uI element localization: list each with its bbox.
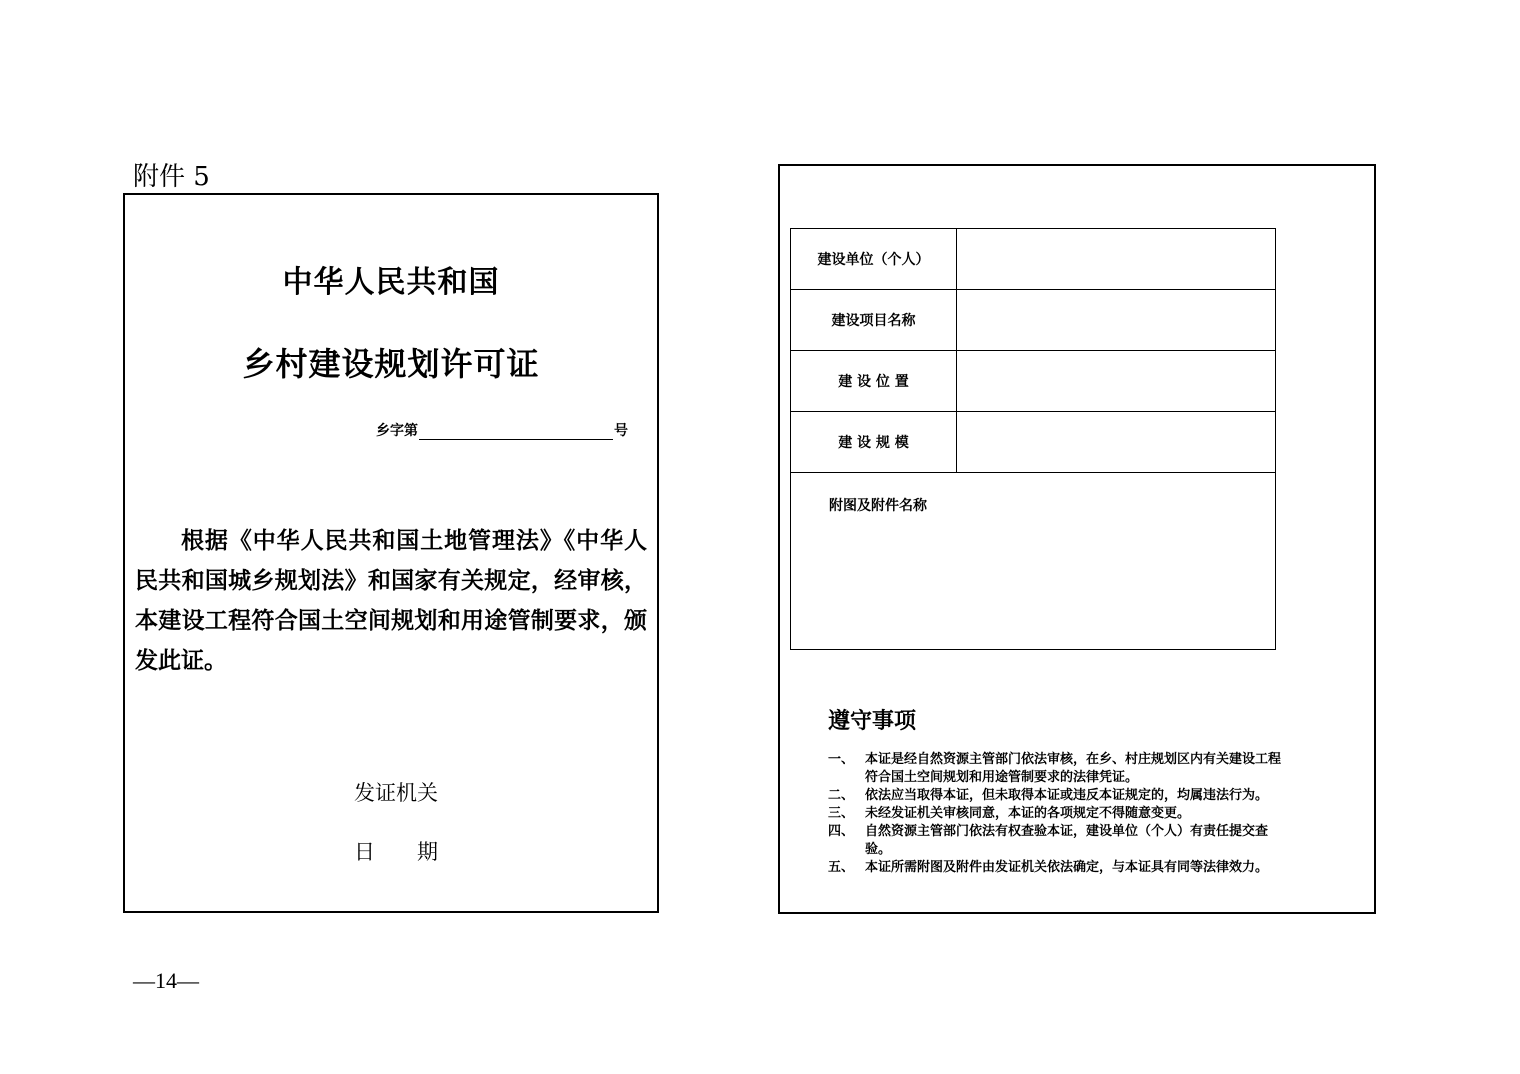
rule-text: 自然资源主管部门依法有权查验本证，建设单位（个人）有责任提交查验。 (865, 824, 1269, 857)
permit-details-card (778, 164, 1376, 914)
table-row (791, 351, 1276, 412)
attachment-label: 附件 5 (133, 162, 210, 192)
rule-number: 五、 (828, 860, 855, 875)
issuer-label: 发证机关 (354, 781, 438, 805)
table-row (791, 290, 1276, 351)
title-permit: 乡村建设规划许可证 (242, 345, 540, 383)
title-country: 中华人民共和国 (282, 265, 500, 300)
permit-number-suffix: 号 (614, 423, 628, 439)
rule-text: 本证所需附图及附件由发证机关依法确定，与本证具有同等法律效力。 (865, 860, 1269, 875)
permit-number-line (376, 420, 628, 440)
list-item (828, 859, 1288, 877)
rule-number: 二、 (828, 788, 855, 803)
permit-cover-card (123, 193, 659, 913)
row-label-scale: 建 设 规 模 (791, 412, 957, 473)
list-item (828, 787, 1288, 805)
rule-number: 一、 (828, 752, 855, 767)
table-row (791, 412, 1276, 473)
page-number: —14— (133, 968, 199, 993)
date-label: 日 期 (354, 840, 438, 864)
row-label-location: 建 设 位 置 (791, 351, 957, 412)
table-row (791, 473, 1276, 650)
permit-number-blank[interactable] (419, 425, 613, 440)
row-value-location[interactable] (957, 351, 1276, 412)
list-item (828, 805, 1288, 823)
rule-text: 依法应当取得本证，但未取得本证或违反本证规定的，均属违法行为。 (865, 788, 1269, 803)
row-value-scale[interactable] (957, 412, 1276, 473)
details-table (790, 228, 1276, 650)
row-value-unit[interactable] (957, 229, 1276, 290)
table-row (791, 229, 1276, 290)
list-item (828, 823, 1288, 859)
row-value-project[interactable] (957, 290, 1276, 351)
attachments-label: 附图及附件名称 (829, 498, 927, 514)
rule-number: 四、 (828, 824, 855, 839)
rules-title: 遵守事项 (828, 709, 917, 734)
rule-number: 三、 (828, 806, 855, 821)
attachments-cell[interactable] (791, 473, 1276, 650)
list-item (828, 751, 1288, 787)
rule-text: 本证是经自然资源主管部门依法审核，在乡、村庄规划区内有关建设工程符合国土空间规划和用途管制要求的法律凭证。 (865, 752, 1282, 785)
rule-text: 未经发证机关审核同意，本证的各项规定不得随意变更。 (865, 806, 1191, 821)
row-label-unit: 建设单位（个人） (791, 229, 957, 290)
row-label-project: 建设项目名称 (791, 290, 957, 351)
permit-number-prefix: 乡字第 (376, 423, 418, 439)
permit-statement: 根据《中华人民共和国土地管理法》《中华人民共和国城乡规划法》和国家有关规定，经审核，本建设工程符合国土空间规划和用途管制要求，颁发此证。 (135, 528, 647, 674)
rules-list (828, 751, 1288, 877)
